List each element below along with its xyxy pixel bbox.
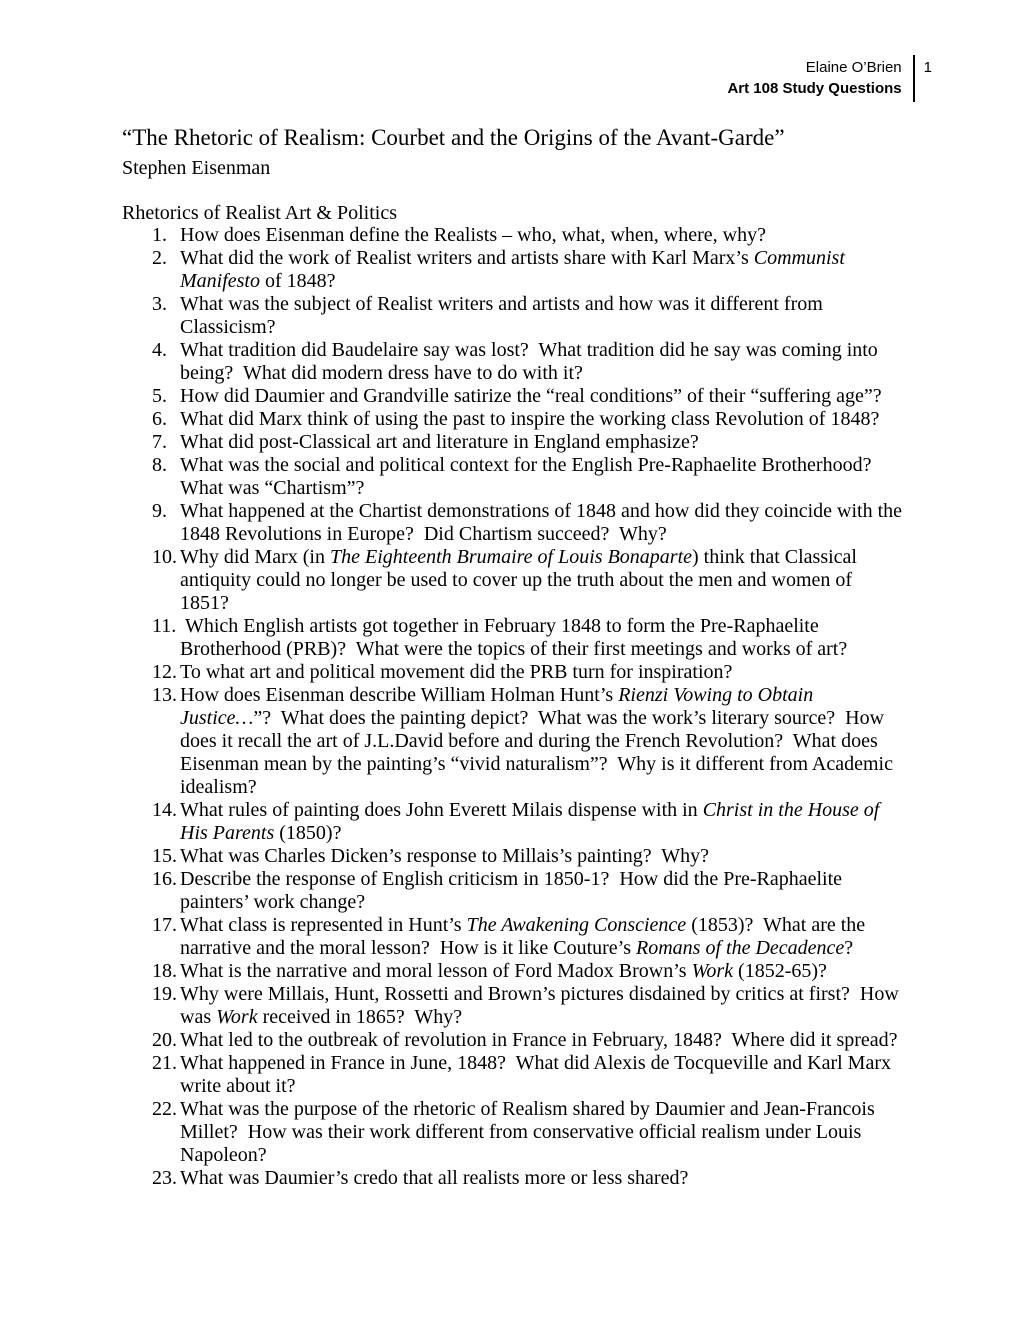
section-heading: Rhetorics of Realist Art & Politics — [122, 202, 397, 224]
header-course: Art 108 Study Questions — [727, 80, 902, 97]
question-number: 1. — [152, 224, 167, 246]
question-item — [122, 500, 908, 546]
question-item — [122, 914, 903, 960]
question-item — [122, 385, 903, 408]
question-number: 5. — [152, 385, 167, 407]
question-item — [122, 615, 903, 661]
question-text: To what art and political movement did the PRB turn for inspiration? — [180, 661, 733, 683]
question-text: What was the social and political context for the English Pre-Raphaelite Brotherhood? What was “Chartism”? — [180, 454, 882, 499]
question-item — [122, 799, 903, 845]
question-item — [122, 339, 903, 385]
question-number: 14. — [152, 799, 177, 821]
question-text: What led to the outbreak of revolution in France in February, 1848? Where did it spread? — [180, 1029, 898, 1051]
question-item — [122, 960, 903, 983]
question-text: Why did Marx (in The Eighteenth Brumaire of Louis Bonaparte) think that Classical antiquity could no longer be used to cover up the truth about the men and women of 1851? — [180, 546, 862, 614]
question-text: What class is represented in Hunt’s The Awakening Conscience (1853)? What are the narrative and the moral lesson? How is it like Couture’s Romans of the Decadence? — [180, 914, 871, 959]
page-header — [727, 57, 932, 99]
question-item — [122, 868, 903, 914]
question-item — [122, 661, 903, 684]
question-item — [122, 247, 903, 293]
question-text: What did the work of Realist writers and artists share with Karl Marx’s Communist Manifesto of 1848? — [180, 247, 850, 292]
question-item — [122, 684, 903, 799]
question-text: How does Eisenman describe William Holman Hunt’s Rienzi Vowing to Obtain Justice…”? What does the painting depict? What was the work’s literary source? How does it recall the art of J.L.David before and during the French Revolution? What does Eisenman mean by the painting’s “vivid naturalism”? Why is it different from Academic idealism? — [180, 684, 898, 798]
question-item — [122, 454, 903, 500]
question-text: What was the purpose of the rhetoric of Realism shared by Daumier and Jean-Francois Millet? How was their work different from conservative official realism under Louis Napoleon? — [180, 1098, 880, 1166]
question-item — [122, 1098, 903, 1167]
question-text: What tradition did Baudelaire say was lost? What tradition did he say was coming into being? What did modern dress have to do with it? — [180, 339, 883, 384]
header-author: Elaine O’Brien — [805, 59, 902, 76]
document-author: Stephen Eisenman — [122, 157, 271, 179]
question-text: What rules of painting does John Everett Milais dispense with in Christ in the House of His Parents (1850)? — [180, 799, 885, 844]
questions-list — [122, 224, 908, 1190]
question-number: 11. — [152, 615, 177, 637]
question-text: What happened in France in June, 1848? What did Alexis de Tocqueville and Karl Marx write about it? — [180, 1052, 896, 1097]
question-item — [122, 431, 903, 454]
question-number: 10. — [152, 546, 177, 568]
question-text: Describe the response of English criticism in 1850-1? How did the Pre-Raphaelite painters’ work change? — [180, 868, 848, 913]
question-text: How did Daumier and Grandville satirize the “real conditions” of their “suffering age”? — [180, 385, 882, 407]
question-item — [122, 546, 903, 615]
question-item — [122, 293, 903, 339]
question-text: How does Eisenman define the Realists – who, what, when, where, why? — [180, 224, 766, 246]
question-text: What was Daumier’s credo that all realists more or less shared? — [180, 1167, 689, 1189]
question-text: Which English artists got together in February 1848 to form the Pre-Raphaelite Brotherhood (PRB)? What were the topics of their first meetings and works of art? — [180, 615, 848, 660]
question-item — [122, 1029, 903, 1052]
question-number: 2. — [152, 247, 167, 269]
question-text: What is the narrative and moral lesson of Ford Madox Brown’s Work (1852-65)? — [180, 960, 827, 982]
question-number: 12. — [152, 661, 177, 683]
document-title: “The Rhetoric of Realism: Courbet and the Origins of the Avant-Garde” — [122, 125, 785, 150]
question-number: 23. — [152, 1167, 177, 1189]
question-number: 4. — [152, 339, 167, 361]
question-text: What did Marx think of using the past to inspire the working class Revolution of 1848? — [180, 408, 880, 430]
question-item — [122, 845, 903, 868]
question-number: 15. — [152, 845, 177, 867]
question-item — [122, 408, 903, 431]
question-number: 19. — [152, 983, 177, 1005]
question-number: 21. — [152, 1052, 177, 1074]
question-number: 3. — [152, 293, 167, 315]
question-text: What happened at the Chartist demonstrations of 1848 and how did they coincide with the 1848 Revolutions in Europe? Did Chartism succeed? Why? — [180, 500, 908, 545]
question-number: 22. — [152, 1098, 177, 1120]
question-item — [122, 983, 903, 1029]
question-item — [122, 1052, 903, 1098]
question-text: What did post-Classical art and literature in England emphasize? — [180, 431, 699, 453]
page-number: 1 — [923, 59, 932, 76]
question-number: 8. — [152, 454, 167, 476]
question-text: What was Charles Dicken’s response to Millais’s painting? Why? — [180, 845, 709, 867]
question-number: 20. — [152, 1029, 177, 1051]
question-number: 7. — [152, 431, 167, 453]
question-text: Why were Millais, Hunt, Rossetti and Brown’s pictures disdained by critics at first? How was Work received in 1865? Why? — [180, 983, 904, 1028]
question-number: 13. — [152, 684, 177, 706]
header-divider-line — [913, 55, 915, 102]
question-item — [122, 224, 903, 247]
header-text-block — [727, 57, 901, 99]
question-text: What was the subject of Realist writers and artists and how was it different from Classicism? — [180, 293, 828, 338]
question-item — [122, 1167, 903, 1190]
question-number: 18. — [152, 960, 177, 982]
question-number: 6. — [152, 408, 167, 430]
question-number: 9. — [152, 500, 167, 522]
question-number: 17. — [152, 914, 177, 936]
question-number: 16. — [152, 868, 177, 890]
